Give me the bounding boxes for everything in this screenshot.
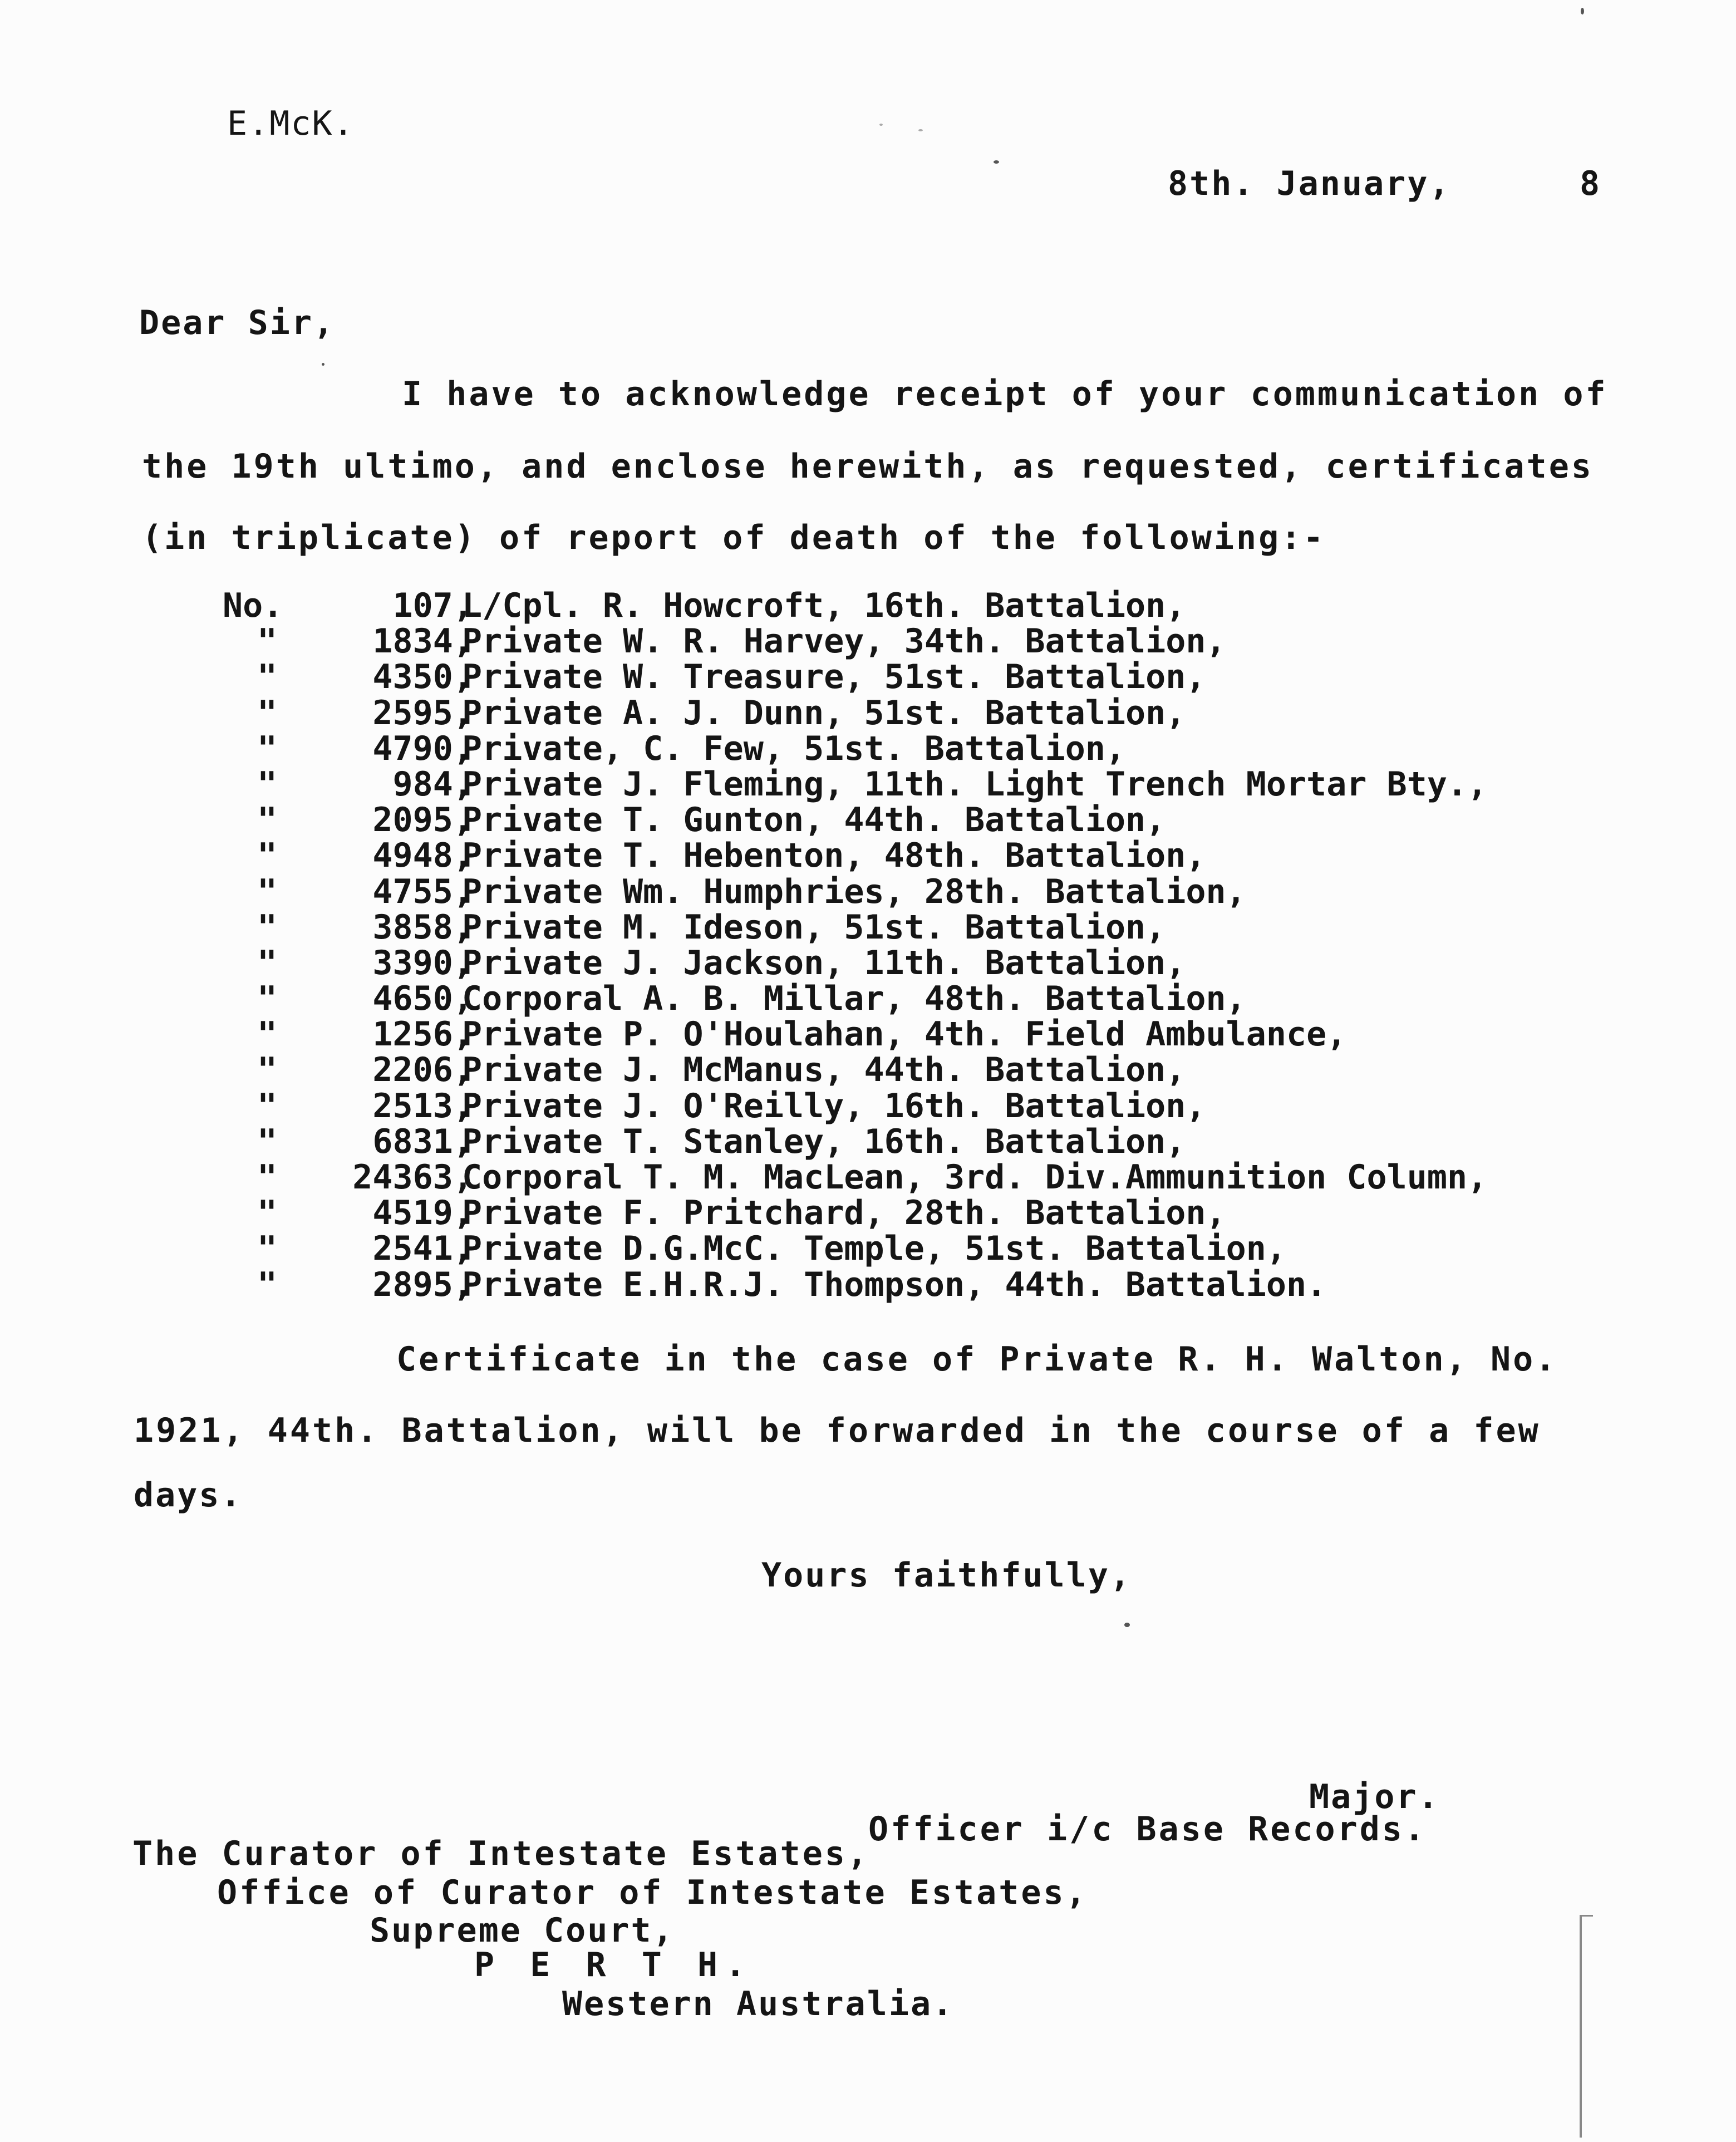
regimental-number: 2541, xyxy=(372,1229,473,1269)
regimental-number: 4650, xyxy=(372,979,473,1019)
soldier-details: Private M. Ideson, 51st. Battalion, xyxy=(462,907,1166,947)
valediction: Yours faithfully, xyxy=(761,1556,1132,1595)
regimental-number: 4948, xyxy=(372,836,473,876)
list-item xyxy=(223,764,1614,804)
soldier-details: Private W. R. Harvey, 34th. Battalion, xyxy=(462,622,1226,661)
regimental-number: 24363, xyxy=(352,1158,473,1197)
signature-title: Officer i/c Base Records. xyxy=(868,1810,1427,1849)
list-item xyxy=(223,657,1614,697)
ditto-mark: " xyxy=(257,1229,278,1269)
list-label: No. xyxy=(223,586,283,625)
soldier-details: Corporal T. M. MacLean, 3rd. Div.Ammunition Column, xyxy=(462,1158,1488,1197)
list-item xyxy=(223,622,1614,661)
ditto-mark: " xyxy=(257,1265,278,1304)
soldier-details: Private Wm. Humphries, 28th. Battalion, xyxy=(462,872,1246,911)
closing-line-3: days. xyxy=(134,1476,243,1515)
list-item xyxy=(223,1265,1614,1304)
addressee-line-5: Western Australia. xyxy=(562,1984,955,2023)
regimental-number: 1256, xyxy=(372,1015,473,1054)
soldier-details: Private, C. Few, 51st. Battalion, xyxy=(462,729,1126,768)
soldier-details: Corporal A. B. Millar, 48th. Battalion, xyxy=(462,979,1246,1019)
regimental-number: 6831, xyxy=(372,1122,473,1161)
ditto-mark: " xyxy=(257,872,278,911)
list-item xyxy=(223,836,1614,876)
regimental-number: 2595, xyxy=(372,693,473,733)
ditto-mark: " xyxy=(257,1158,278,1197)
list-item xyxy=(223,1229,1614,1269)
ditto-mark: " xyxy=(257,1122,278,1161)
regimental-number: 107, xyxy=(392,586,473,625)
regimental-number: 4790, xyxy=(372,729,473,768)
intro-line-3: (in triplicate) of report of death of the following:- xyxy=(142,518,1326,557)
list-item xyxy=(223,800,1614,840)
ditto-mark: " xyxy=(257,1086,278,1126)
soldier-details: Private F. Pritchard, 28th. Battalion, xyxy=(462,1193,1226,1233)
ditto-mark: " xyxy=(257,657,278,697)
ditto-mark: " xyxy=(257,622,278,661)
soldier-details: Private T. Gunton, 44th. Battalion, xyxy=(462,800,1166,840)
scan-speck xyxy=(1124,1623,1130,1627)
addressee-line-2: Office of Curator of Intestate Estates, xyxy=(217,1873,1088,1912)
regimental-number: 2513, xyxy=(372,1086,473,1126)
list-item xyxy=(223,1015,1614,1054)
ditto-mark: " xyxy=(257,1193,278,1233)
soldier-details: Private J. Jackson, 11th. Battalion, xyxy=(462,943,1186,982)
list-item xyxy=(223,943,1614,982)
list-item xyxy=(223,872,1614,911)
list-item xyxy=(223,907,1614,947)
ditto-mark: " xyxy=(257,729,278,768)
soldier-details: Private T. Stanley, 16th. Battalion, xyxy=(462,1122,1186,1161)
regimental-number: 4755, xyxy=(372,872,473,911)
scan-speck xyxy=(918,129,923,131)
list-item xyxy=(223,979,1614,1019)
ditto-mark: " xyxy=(257,1050,278,1090)
soldier-details: Private T. Hebenton, 48th. Battalion, xyxy=(462,836,1206,876)
letter-date-year-fragment: 8 xyxy=(1580,164,1602,203)
ditto-mark: " xyxy=(257,836,278,876)
scan-edge-mark xyxy=(1580,1915,1593,1917)
ditto-mark: " xyxy=(257,907,278,947)
ditto-mark: " xyxy=(257,800,278,840)
list-item xyxy=(223,1193,1614,1233)
soldier-details: Private E.H.R.J. Thompson, 44th. Battalion. xyxy=(462,1265,1327,1304)
regimental-number: 3390, xyxy=(372,943,473,982)
scan-speck xyxy=(879,124,883,126)
regimental-number: 4519, xyxy=(372,1193,473,1233)
soldier-details: L/Cpl. R. Howcroft, 16th. Battalion, xyxy=(462,586,1186,625)
list-item xyxy=(223,729,1614,768)
regimental-number: 3858, xyxy=(372,907,473,947)
reference-initials: E.McK. xyxy=(227,104,355,143)
soldier-details: Private J. McManus, 44th. Battalion, xyxy=(462,1050,1186,1090)
soldier-details: Private W. Treasure, 51st. Battalion, xyxy=(462,657,1206,697)
closing-line-2: 1921, 44th. Battalion, will be forwarded in the course of a few xyxy=(134,1411,1541,1450)
list-item xyxy=(223,1086,1614,1126)
regimental-number: 2895, xyxy=(372,1265,473,1304)
intro-line-1: I have to acknowledge receipt of your communication of xyxy=(402,375,1608,414)
scan-speck xyxy=(1581,8,1584,14)
list-item xyxy=(223,1158,1614,1197)
list-item xyxy=(223,1122,1614,1161)
soldier-details: Private P. O'Houlahan, 4th. Field Ambulance, xyxy=(462,1015,1347,1054)
signature-rank: Major. xyxy=(1309,1777,1440,1816)
closing-line-1: Certificate in the case of Private R. H. Walton, No. xyxy=(396,1340,1558,1379)
intro-line-2: the 19th ultimo, and enclose herewith, as requested, certificates xyxy=(142,447,1594,486)
ditto-mark: " xyxy=(257,979,278,1019)
list-item xyxy=(223,586,1614,625)
regimental-number: 2095, xyxy=(372,800,473,840)
salutation: Dear Sir, xyxy=(139,303,336,342)
soldier-details: Private J. O'Reilly, 16th. Battalion, xyxy=(462,1086,1206,1126)
letter-date: 8th. January, xyxy=(1168,164,1451,203)
regimental-number: 984, xyxy=(392,764,473,804)
scan-edge-mark xyxy=(1580,1915,1582,2138)
ditto-mark: " xyxy=(257,943,278,982)
regimental-number: 4350, xyxy=(372,657,473,697)
addressee-line-3: Supreme Court, xyxy=(370,1911,675,1950)
scan-speck xyxy=(322,363,324,366)
death-certificate-list xyxy=(223,586,1614,1304)
soldier-details: Private A. J. Dunn, 51st. Battalion, xyxy=(462,693,1186,733)
ditto-mark: " xyxy=(257,693,278,733)
ditto-mark: " xyxy=(257,764,278,804)
list-item xyxy=(223,693,1614,733)
addressee-line-4: P E R T H. xyxy=(474,1946,754,1984)
list-item xyxy=(223,1050,1614,1090)
addressee-line-1: The Curator of Intestate Estates, xyxy=(132,1834,870,1873)
soldier-details: Private J. Fleming, 11th. Light Trench Mortar Bty., xyxy=(462,764,1488,804)
regimental-number: 2206, xyxy=(372,1050,473,1090)
soldier-details: Private D.G.McC. Temple, 51st. Battalion, xyxy=(462,1229,1287,1269)
ditto-mark: " xyxy=(257,1015,278,1054)
scan-speck xyxy=(994,160,999,164)
regimental-number: 1834, xyxy=(372,622,473,661)
